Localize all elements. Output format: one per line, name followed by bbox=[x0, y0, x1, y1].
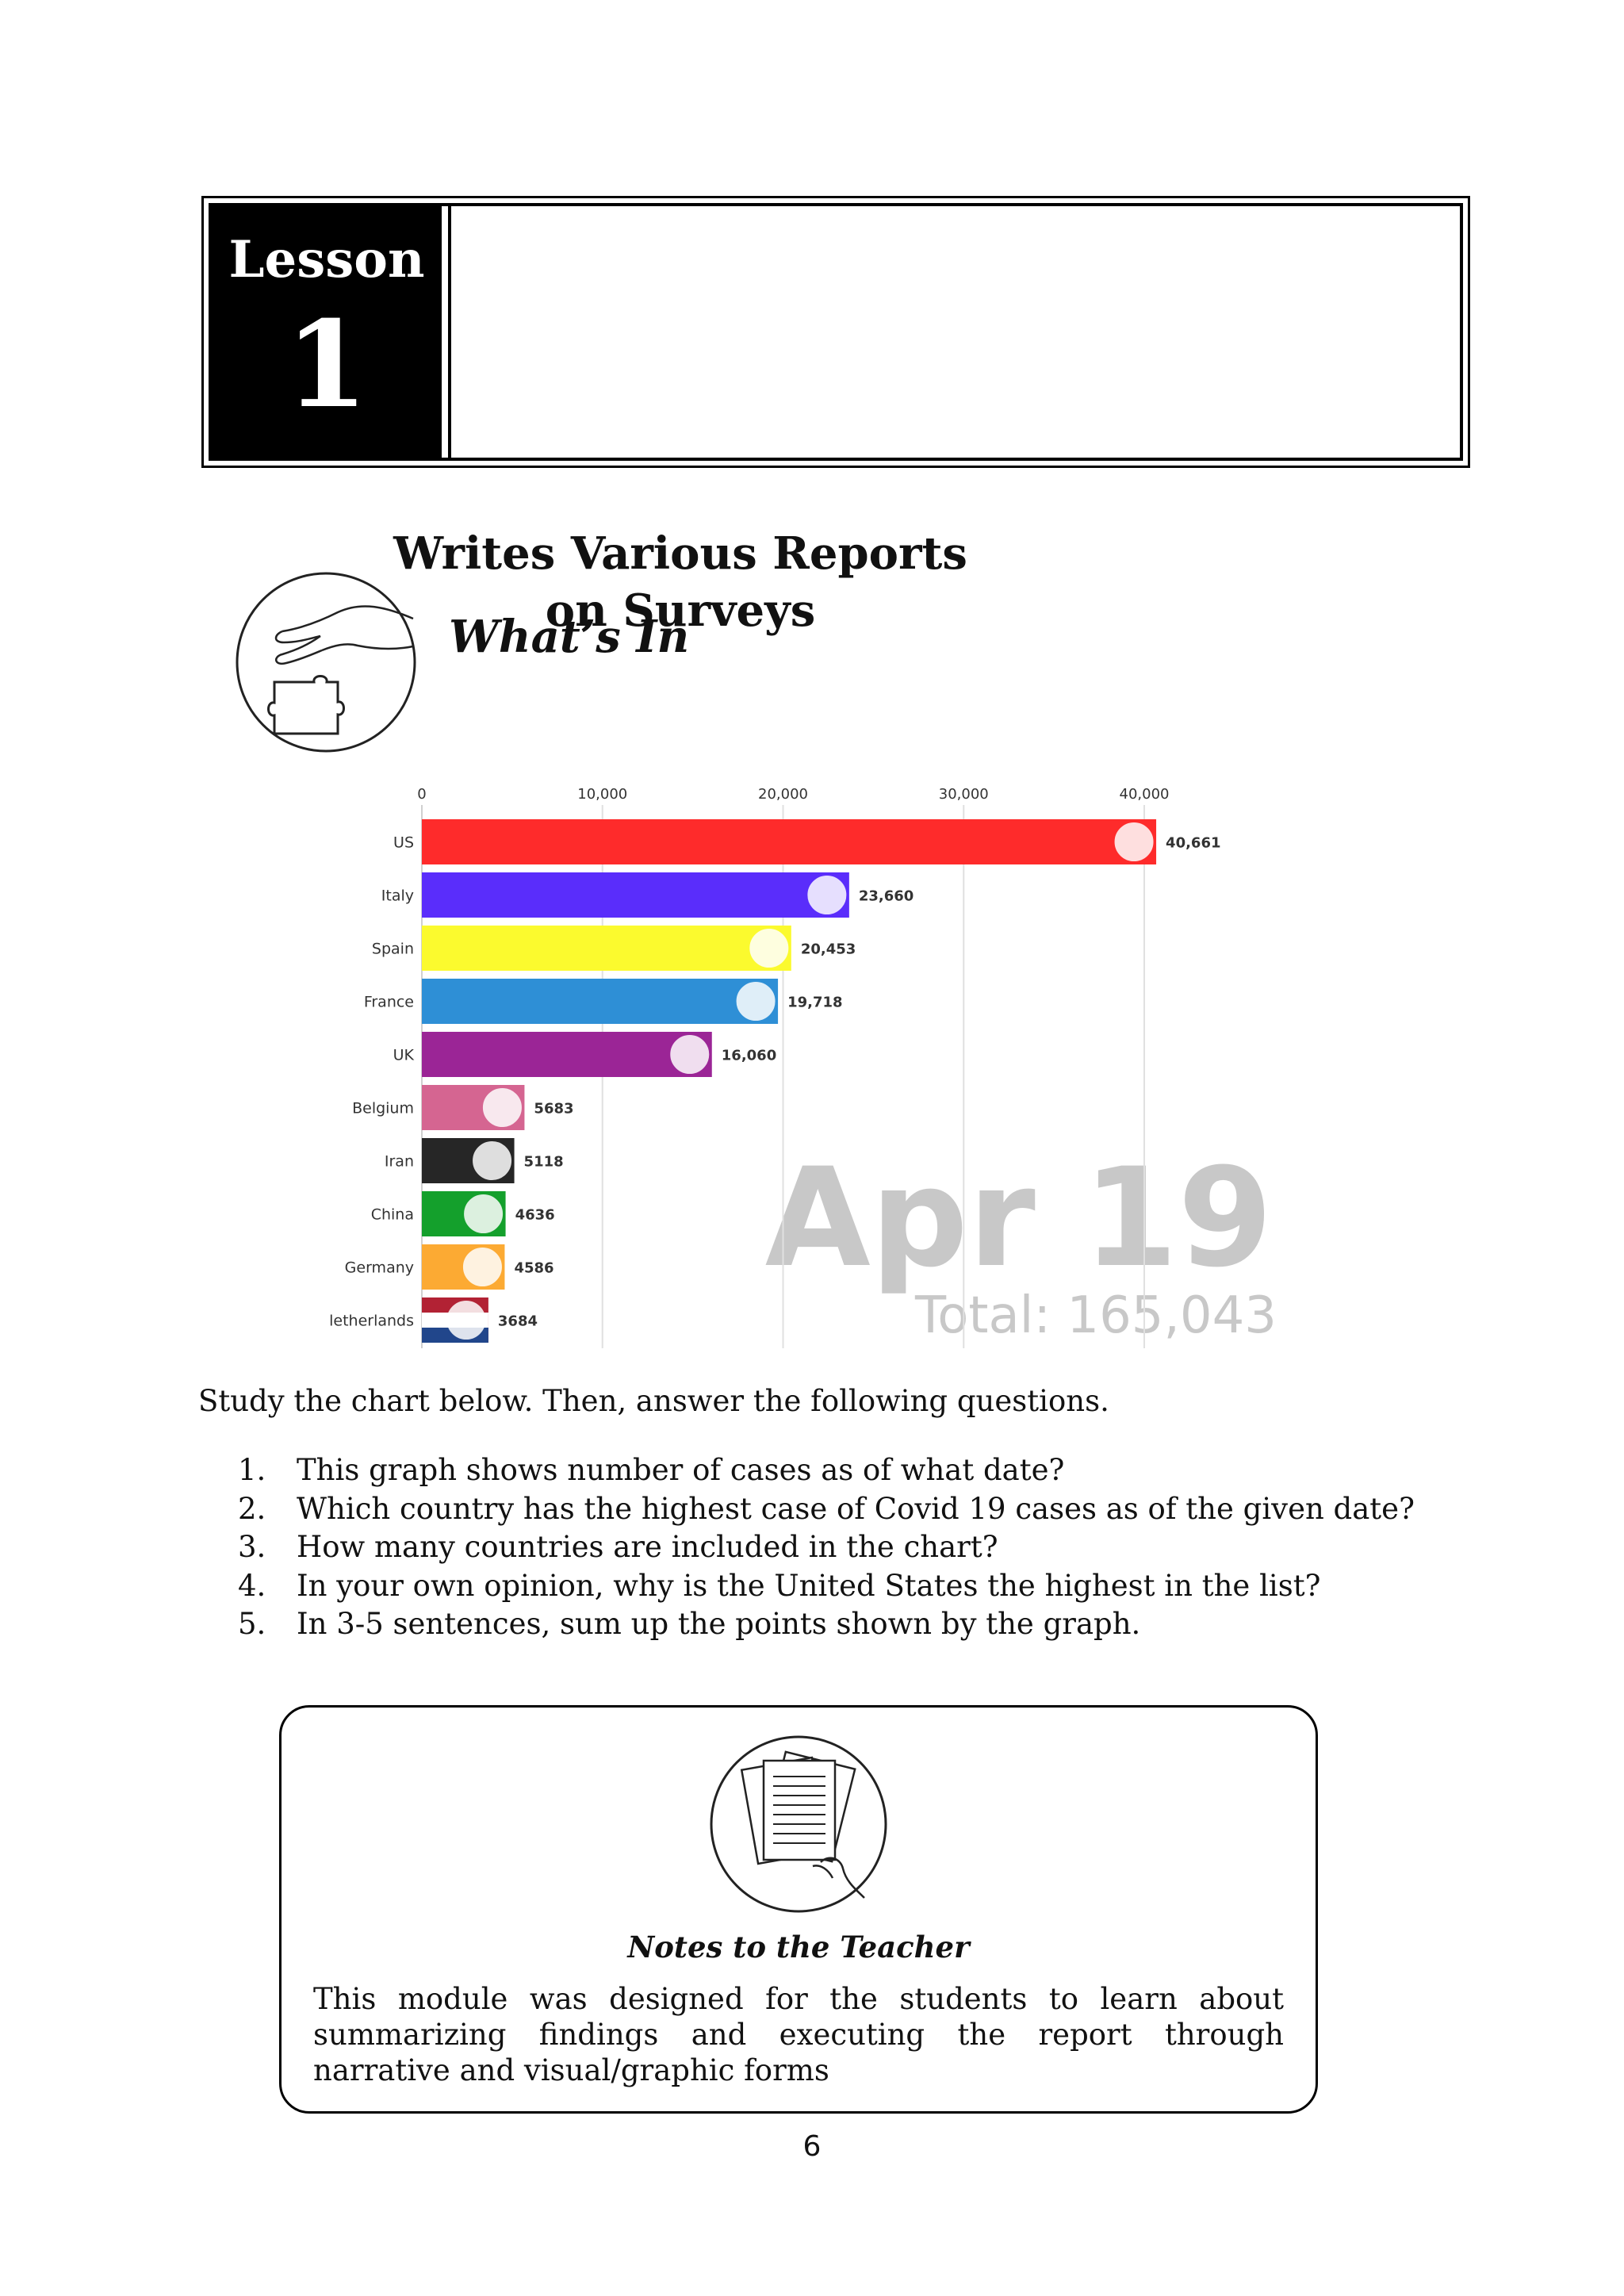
lesson-title-line2: on Surveys bbox=[545, 585, 816, 637]
flag-icon bbox=[750, 930, 788, 968]
bar-uk bbox=[422, 1032, 712, 1077]
flag-icon bbox=[671, 1036, 709, 1074]
puzzle-hand-icon bbox=[227, 563, 425, 761]
notes-body: This module was designed for the students to learn about summarizing findings and executing the report through narrative and visual/graphic forms bbox=[313, 1982, 1284, 2087]
lesson-number: 1 bbox=[285, 295, 369, 435]
question-item: 4. In your own opinion, why is the United States the highest in the list? bbox=[238, 1568, 1321, 1603]
bar-france bbox=[422, 979, 778, 1024]
question-item: 1. This graph shows number of cases as of what date? bbox=[238, 1453, 1065, 1487]
question-item: 5. In 3-5 sentences, sum up the points shown by the graph. bbox=[238, 1607, 1141, 1641]
value-label: 4636 bbox=[515, 1206, 555, 1224]
category-label: Germany bbox=[344, 1259, 414, 1277]
value-label: 16,060 bbox=[721, 1047, 777, 1064]
value-label: 5118 bbox=[523, 1153, 564, 1171]
lesson-title-area bbox=[448, 206, 1460, 458]
value-label: 4586 bbox=[514, 1259, 554, 1277]
flag-icon bbox=[1115, 823, 1153, 861]
instructions-text: Study the chart below. Then, answer the following questions. bbox=[198, 1384, 1109, 1418]
value-label: 5683 bbox=[534, 1100, 574, 1117]
x-tick-label: 10,000 bbox=[577, 786, 628, 803]
lesson-number-block bbox=[212, 206, 442, 458]
bar-spain bbox=[422, 926, 791, 971]
notes-to-teacher-box bbox=[279, 1705, 1318, 2114]
flag-icon bbox=[473, 1142, 511, 1180]
value-label: 19,718 bbox=[787, 994, 843, 1011]
bar-us bbox=[422, 819, 1156, 864]
value-label: 3684 bbox=[497, 1313, 538, 1330]
x-tick-label: 20,000 bbox=[758, 786, 808, 803]
flag-icon bbox=[737, 983, 775, 1021]
date-watermark: Apr 19 bbox=[764, 1138, 1273, 1297]
lesson-header bbox=[201, 196, 1470, 468]
category-label: UK bbox=[393, 1046, 414, 1064]
x-tick-label: 0 bbox=[417, 786, 427, 803]
lesson-title-line1: Writes Various Reports bbox=[393, 527, 967, 580]
lesson-label: Lesson bbox=[228, 230, 425, 289]
question-item: 2. Which country has the highest case of Covid 19 cases as of the given date? bbox=[238, 1491, 1415, 1526]
question-item: 3. How many countries are included in the chart? bbox=[238, 1530, 998, 1564]
category-label: US bbox=[393, 834, 414, 852]
flag-icon bbox=[808, 876, 846, 914]
total-watermark: Total: 165,043 bbox=[914, 1286, 1277, 1345]
value-label: 20,453 bbox=[800, 941, 856, 958]
category-label: Belgium bbox=[352, 1099, 414, 1117]
category-label: China bbox=[370, 1205, 414, 1224]
papers-in-hand-icon bbox=[702, 1727, 896, 1922]
category-label: Iran bbox=[384, 1152, 414, 1171]
covid-cases-bar-chart bbox=[301, 781, 1300, 1352]
question-list bbox=[238, 1451, 1415, 1644]
category-label: Spain bbox=[371, 940, 414, 958]
bar-italy bbox=[422, 872, 849, 918]
value-label: 23,660 bbox=[858, 887, 914, 905]
flag-icon bbox=[465, 1195, 503, 1233]
x-tick-label: 40,000 bbox=[1119, 786, 1170, 803]
notes-title: Notes to the Teacher bbox=[627, 1930, 970, 1964]
x-tick-label: 30,000 bbox=[938, 786, 989, 803]
flag-icon bbox=[447, 1301, 485, 1340]
category-label: letherlands bbox=[329, 1312, 414, 1330]
page-number: 6 bbox=[802, 2130, 822, 2163]
section-heading: What’s In bbox=[449, 611, 690, 663]
category-label: Italy bbox=[381, 887, 414, 905]
value-label: 40,661 bbox=[1166, 834, 1221, 852]
flag-icon bbox=[483, 1089, 521, 1127]
category-label: France bbox=[363, 993, 414, 1011]
flag-icon bbox=[463, 1248, 501, 1286]
